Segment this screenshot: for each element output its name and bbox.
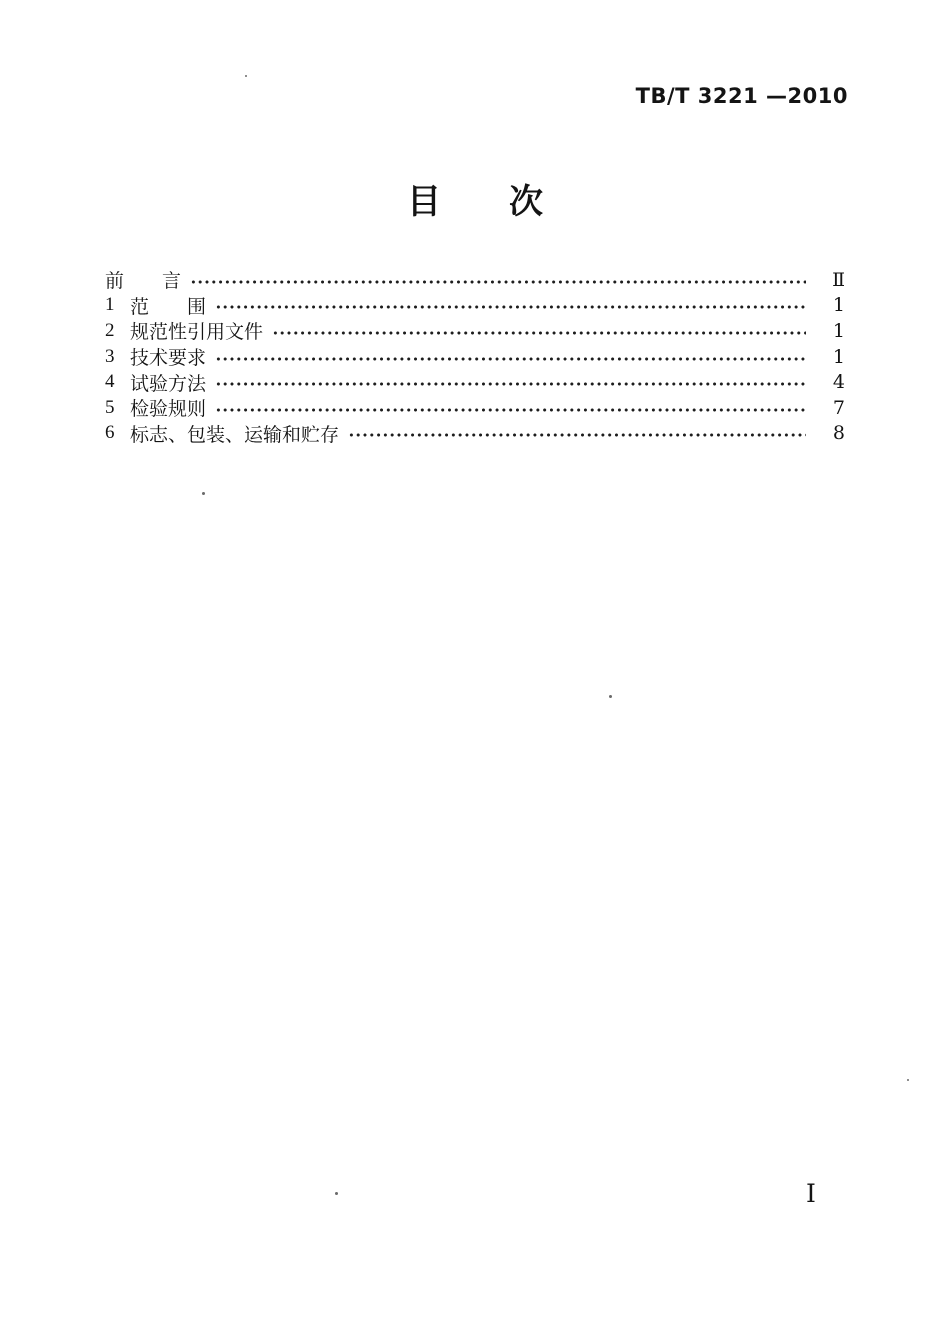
standard-number: TB/T 3221 —2010 [635, 84, 848, 108]
dot-leader [348, 429, 806, 441]
toc-entry-title: 范 围 [130, 296, 207, 318]
toc-entry-title: 前 言 [105, 271, 182, 293]
toc-entry-number: 2 [105, 319, 115, 341]
scan-speck [907, 1079, 909, 1081]
toc-entry-normative-references [105, 318, 845, 344]
toc-entry-title: 标志、包装、运输和贮存 [130, 424, 340, 446]
toc-entry-page: 4 [832, 371, 845, 394]
toc-entry-page: 1 [832, 294, 845, 317]
toc-entry-test-methods [105, 369, 845, 395]
dot-leader [190, 276, 806, 288]
toc-entry-number: 1 [105, 294, 115, 316]
table-of-contents [105, 267, 845, 446]
toc-entry-page: 7 [832, 396, 845, 419]
scan-speck [609, 695, 612, 698]
toc-entry-inspection-rules [105, 395, 845, 421]
dot-leader [215, 301, 806, 313]
toc-entry-number: 6 [105, 422, 115, 444]
toc-entry-title: 检验规则 [130, 399, 207, 421]
dot-leader [215, 353, 806, 365]
scan-speck [202, 492, 205, 495]
toc-entry-scope [105, 293, 845, 319]
toc-entry-page: 1 [832, 345, 845, 368]
toc-entry-technical-requirements [105, 344, 845, 370]
toc-entry-title: 规范性引用文件 [130, 322, 264, 344]
toc-entry-page: 8 [832, 422, 845, 445]
toc-entry-number: 5 [105, 396, 115, 418]
toc-entry-number: 4 [105, 371, 115, 393]
toc-entry-title: 技术要求 [130, 348, 207, 370]
toc-entry-marking-packing-storage [105, 421, 845, 447]
toc-entry-page: 1 [832, 319, 845, 342]
footer-page-number: Ⅰ [806, 1179, 816, 1208]
toc-entry-page: Ⅱ [832, 268, 845, 291]
dot-leader [215, 404, 806, 416]
dot-leader [215, 378, 806, 390]
scan-speck [245, 75, 247, 77]
scan-speck [335, 1192, 338, 1195]
toc-entry-title: 试验方法 [130, 373, 207, 395]
page-title: 目 次 [407, 182, 543, 222]
dot-leader [272, 327, 806, 339]
toc-entry-foreword [105, 267, 845, 293]
toc-entry-number: 3 [105, 345, 115, 367]
